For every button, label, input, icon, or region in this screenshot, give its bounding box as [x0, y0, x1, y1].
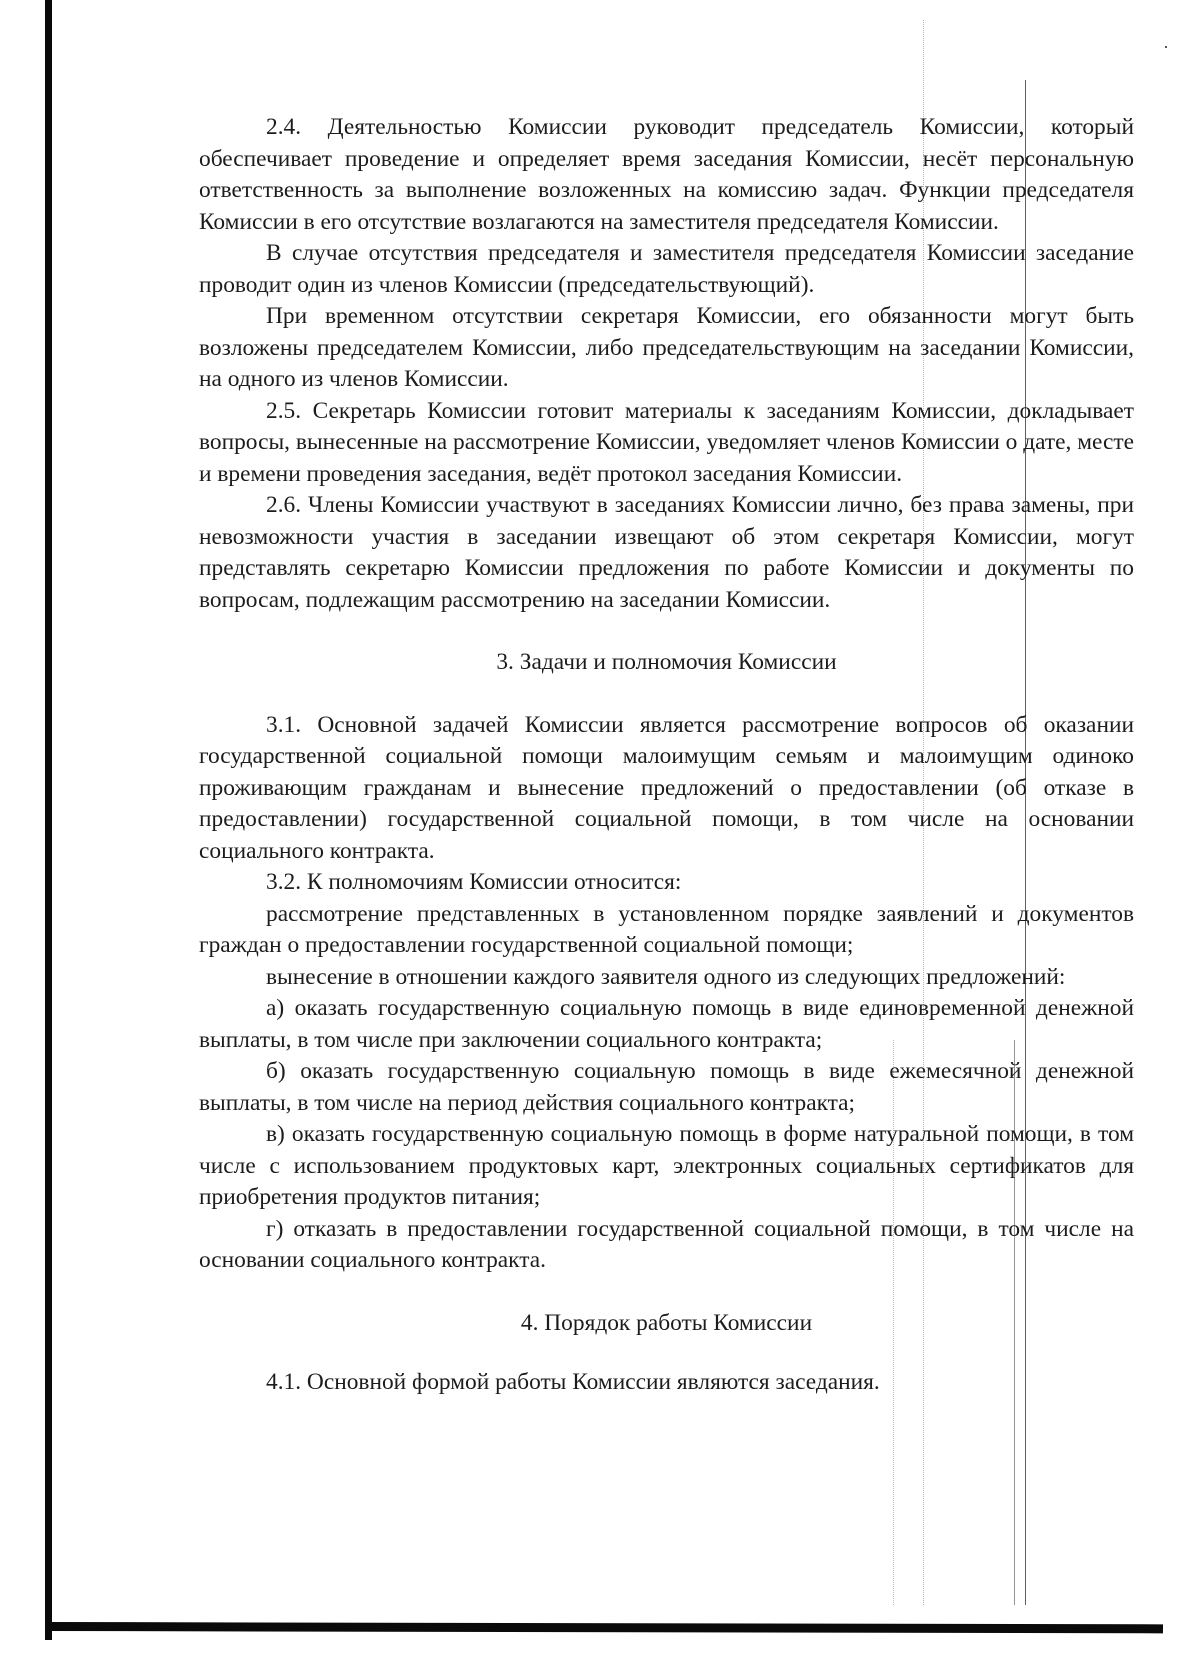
scan-left-border	[45, 0, 52, 1640]
paragraph-3-2-item-review: рассмотрение представленных в установленном порядке заявлений и документов граждан о предоставлении государственной социальной помощи;	[199, 900, 1134, 958]
paragraph-4-1: 4.1. Основной формой работы Комиссии являются заседания.	[266, 1369, 880, 1395]
paragraph-3-2-item-proposals: вынесение в отношении каждого заявителя одного из следующих предложений:	[266, 963, 1066, 990]
scan-speck	[1165, 46, 1167, 48]
paragraph-2-6: 2.6. Члены Комиссии участвуют в заседаниях Комиссии лично, без права замены, при невозможности участия в заседании извещают об этом секретаря Комиссии, могут представлять секретарю Комиссии предложения по работе Комиссии и документы по вопросам, подлежащим рассмотрению на заседании Комиссии.	[199, 492, 1134, 613]
paragraph-3-2-option-v: в) оказать государственную социальную помощь в форме натуральной помощи, в том числе с использованием продуктовых карт, электронных социальных сертификатов для приобретения продуктов питания;	[199, 1121, 1134, 1210]
paragraph-2-4: 2.4. Деятельностью Комиссии руководит председатель Комиссии, который обеспечивает проведение и определяет время заседания Комиссии, несёт персональную ответственность за выполнение возложенных на комиссию задач. Функции председателя Комиссии в его отсутствие возлагаются на заместителя председателя Комиссии.	[199, 114, 1134, 235]
paragraph-2-5: 2.5. Секретарь Комиссии готовит материалы к заседаниям Комиссии, докладывает вопросы, вынесенные на рассмотрение Комиссии, уведомляет членов Комиссии о дате, месте и времени проведения заседания, ведёт протокол заседания Комиссии.	[199, 397, 1134, 487]
section-heading-3: 3. Задачи и полномочия Комиссии	[496, 649, 837, 675]
paragraph-3-2-option-a: а) оказать государственную социальную помощь в виде единовременной денежной выплаты, в том числе при заключении социального контракта;	[199, 995, 1134, 1053]
document-page	[199, 112, 1134, 1399]
paragraph-3-2-option-g: г) отказать в предоставлении государственной социальной помощи, в том числе на основании социального контракта.	[199, 1215, 1134, 1273]
paragraph-3-2: 3.2. К полномочиям Комиссии относится:	[266, 869, 682, 895]
paragraph-secretary-absence: При временном отсутствии секретаря Комиссии, его обязанности могут быть возложены председателем Комиссии, либо председательствующим на заседании Комиссии, на одного из членов Комиссии.	[199, 303, 1134, 392]
paragraph-3-2-option-b: б) оказать государственную социальную помощь в виде ежемесячной денежной выплаты, в том числе на период действия социального контракта;	[199, 1058, 1134, 1116]
section-heading-4: 4. Порядок работы Комиссии	[520, 1309, 813, 1336]
scan-bottom-border	[45, 1622, 1163, 1633]
paragraph-chair-absence: В случае отсутствия председателя и заместителя председателя Комиссии заседание проводит один из членов Комиссии (председательствующий).	[199, 240, 1134, 298]
paragraph-3-1: 3.1. Основной задачей Комиссии является рассмотрение вопросов об оказании государственной социальной помощи малоимущим семьям и малоимущим одиноко проживающим гражданам и вынесение предложений о предоставлении (об отказе в предоставлении) государственной социальной помощи, в том числе на основании социального контракта.	[199, 711, 1134, 864]
